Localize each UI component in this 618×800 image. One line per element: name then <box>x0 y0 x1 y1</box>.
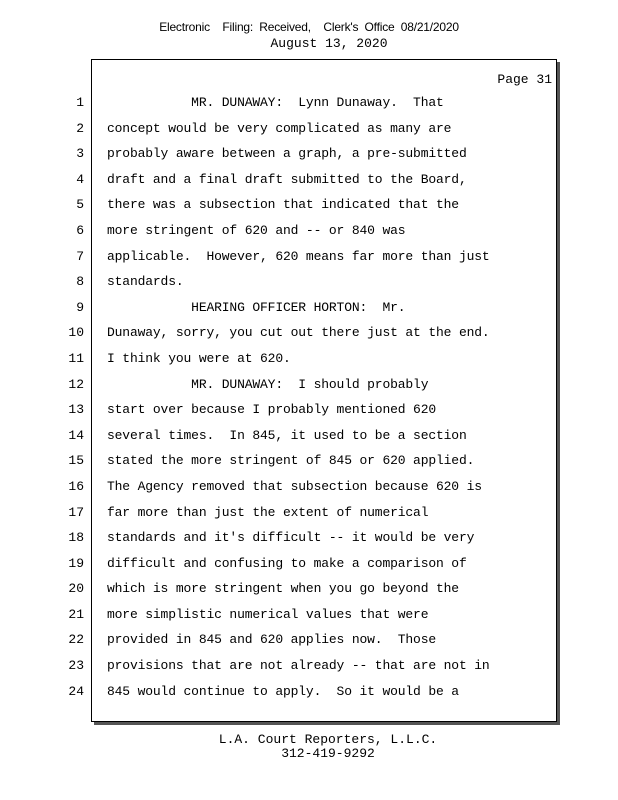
line-number: 1 <box>76 95 84 110</box>
transcript-line <box>0 120 618 146</box>
line-text: concept would be very complicated as many are <box>107 120 452 136</box>
transcript-line <box>0 555 618 581</box>
transcript-line <box>0 478 618 504</box>
line-text: 845 would continue to apply. So it would be a <box>107 683 459 699</box>
transcript-line <box>0 273 618 299</box>
transcript-line <box>0 452 618 478</box>
line-number: 17 <box>68 504 84 520</box>
line-number: 16 <box>68 478 84 494</box>
line-number: 19 <box>68 555 84 571</box>
transcript-line <box>0 606 618 632</box>
line-text: several times. In 845, it used to be a section <box>107 427 467 443</box>
line-number: 23 <box>68 658 84 674</box>
line-number: 15 <box>68 453 84 469</box>
transcript-line <box>0 376 618 402</box>
line-text: far more than just the extent of numerical <box>107 504 429 520</box>
transcript-line <box>0 631 618 657</box>
line-text: which is more stringent when you go beyond the <box>107 581 459 597</box>
line-number: 3 <box>76 146 84 162</box>
line-number: 18 <box>68 530 84 546</box>
line-text: HEARING OFFICER HORTON: Mr. <box>107 299 406 315</box>
transcript-line <box>0 324 618 350</box>
line-number: 6 <box>76 222 84 238</box>
line-text: provided in 845 and 620 applies now. Those <box>107 632 437 648</box>
line-text: stated the more stringent of 845 or 620 applied. <box>107 453 475 469</box>
line-number: 2 <box>76 120 84 136</box>
line-text: more simplistic numerical values that were <box>107 606 429 622</box>
line-text: MR. DUNAWAY: I should probably <box>107 376 429 392</box>
line-text: I think you were at 620. <box>107 350 291 366</box>
line-number: 10 <box>68 325 84 341</box>
page-number: Page 31 <box>497 72 552 87</box>
transcript-line <box>0 171 618 197</box>
transcript-line <box>0 504 618 530</box>
court-reporter-phone: 312-419-9292 <box>281 746 375 761</box>
transcript-line <box>0 196 618 222</box>
filing-stamp: Electronic Filing: Received, Clerk's Office 08/21/2020 <box>159 20 459 34</box>
line-number: 4 <box>76 171 84 187</box>
line-number: 20 <box>68 581 84 597</box>
transcript-line <box>0 350 618 376</box>
line-text: Dunaway, sorry, you cut out there just at the end. <box>107 325 490 341</box>
transcript-line <box>0 683 618 709</box>
line-number: 7 <box>76 248 84 264</box>
line-text: standards. <box>107 274 184 290</box>
transcript-line <box>0 299 618 325</box>
line-number: 24 <box>68 683 84 699</box>
line-number: 12 <box>68 376 84 392</box>
line-text: MR. DUNAWAY: Lynn Dunaway. That <box>107 95 444 110</box>
court-reporter-name: L.A. Court Reporters, L.L.C. <box>218 732 438 747</box>
transcript-line <box>0 401 618 427</box>
line-text: difficult and confusing to make a comparison of <box>107 555 467 571</box>
transcript-line <box>0 145 618 171</box>
line-text: applicable. However, 620 means far more than just <box>107 248 490 264</box>
line-number: 5 <box>76 197 84 213</box>
line-text: The Agency removed that subsection because 620 is <box>107 478 482 494</box>
line-number: 13 <box>68 402 84 418</box>
hearing-date: August 13, 2020 <box>270 36 388 51</box>
transcript-line <box>0 94 618 120</box>
transcript-line <box>0 657 618 683</box>
line-text: probably aware between a graph, a pre-submitted <box>107 146 467 162</box>
line-text: start over because I probably mentioned 620 <box>107 402 437 418</box>
transcript-lines <box>0 94 618 708</box>
line-number: 21 <box>68 606 84 622</box>
line-text: there was a subsection that indicated that the <box>107 197 459 213</box>
transcript-line <box>0 248 618 274</box>
line-number: 8 <box>76 274 84 290</box>
line-number: 22 <box>68 632 84 648</box>
line-number: 14 <box>68 427 84 443</box>
transcript-line <box>0 427 618 453</box>
line-text: more stringent of 620 and -- or 840 was <box>107 222 406 238</box>
line-number: 11 <box>68 350 84 366</box>
line-number: 9 <box>76 299 84 315</box>
line-text: draft and a final draft submitted to the Board, <box>107 171 467 187</box>
transcript-line <box>0 529 618 555</box>
transcript-line <box>0 222 618 248</box>
footer <box>0 733 618 761</box>
line-text: standards and it's difficult -- it would be very <box>107 530 475 546</box>
line-text: provisions that are not already -- that are not in <box>107 658 490 674</box>
transcript-line <box>0 580 618 606</box>
